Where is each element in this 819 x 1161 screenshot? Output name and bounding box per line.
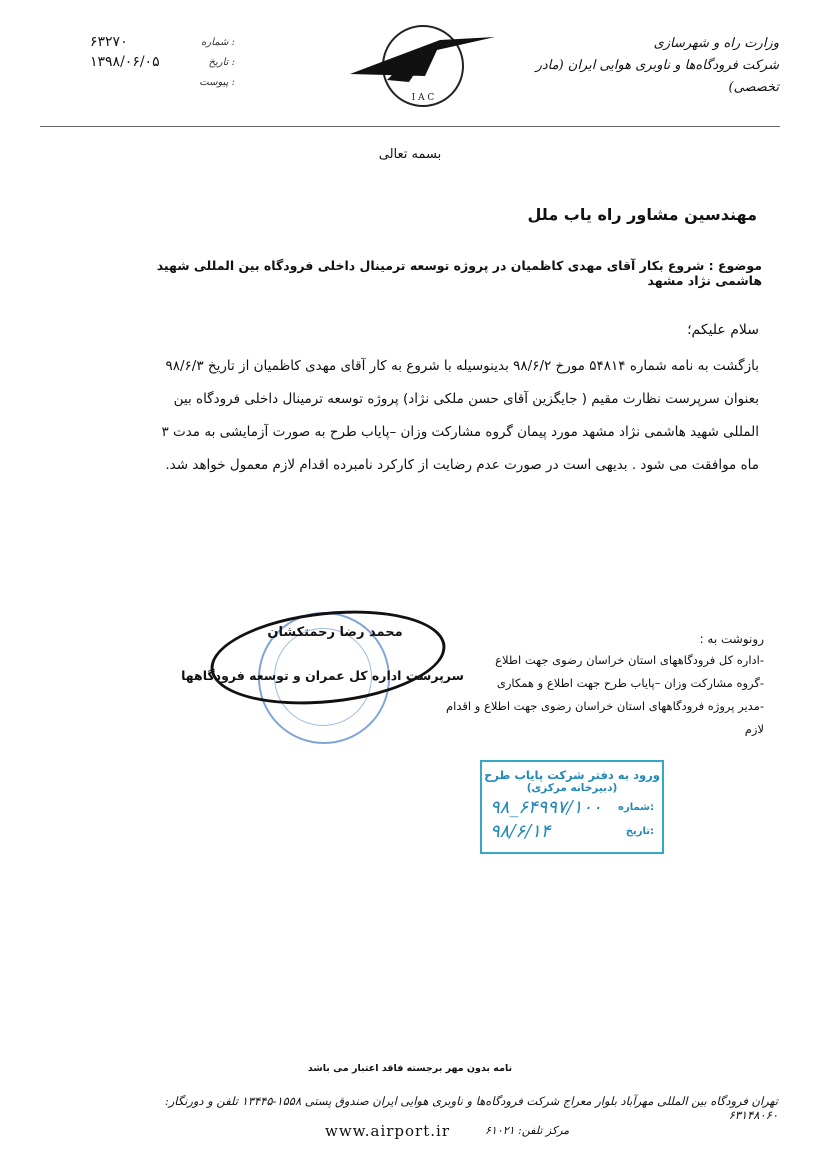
- meta-date-label: تاریخ :: [208, 56, 235, 68]
- signer-title: سرپرست اداره کل عمران و توسعه فرودگاهها: [181, 668, 464, 683]
- receipt-number-value: ۹۸_۶۴۹۹۷/۱۰۰: [490, 797, 602, 818]
- letter-meta: [90, 32, 235, 92]
- meta-number-row: [90, 32, 235, 52]
- ministry-name: وزارت راه و شهرسازی: [653, 36, 779, 51]
- list-item: -اداره کل فرودگاههای استان خراسان رضوی جهت اطلاع: [495, 653, 764, 667]
- receipt-number-label: شماره:: [618, 802, 654, 813]
- meta-date-value: ۱۳۹۸/۰۶/۰۵: [90, 54, 160, 70]
- subject-line: موضوع : شروع بکار آقای مهدی کاظمیان در پروژه توسعه ترمینال داخلی فرودگاه بین المللی شهید هاشمی نژاد مشهد: [156, 258, 762, 288]
- list-item: -گروه مشارکت وزان –پایاب طرح جهت اطلاع و همکاری: [496, 676, 764, 690]
- receipt-date-value: ۹۸/۶/۱۴: [490, 821, 551, 842]
- recipient: مهندسین مشاور راه یاب ملل: [527, 205, 757, 224]
- letter-body-text: بازگشت به نامه شماره ۵۴۸۱۴ مورخ ۹۸/۶/۲ بدینوسیله با شروع به کار آقای مهدی کاظمیان از تاریخ ۹۸/۶/۳ بعنوان سرپرست نظارت مقیم ( جایگزین آقای حسن ملکی نژاد) پروژه توسعه ترمینال داخلی فرودگاه بین المللی شهید هاشمی نژاد مشهد مورد پیمان گروه مشارکت وزان –پایاب طرح به صورت آزمایشی به مدت ۳ ماه موافقت می شود . بدیهی است در صورت عدم رضایت از کارکرد نامبرده اقدام لازم معمول خواهد شد.: [161, 358, 759, 473]
- footer-address: تهران فرودگاه بین المللی مهرآباد بلوار معراج شرکت فرودگاه‌ها و ناوبری هوایی ایران صندوق پستی ۱۵۵۸-۱۳۴۴۵ تلفن و دورنگار: ۶۳۱۴۸۰۶۰: [164, 1094, 778, 1122]
- footer-note: نامه بدون مهر برجسته فاقد اعتبار می باشد: [307, 1063, 513, 1074]
- iac-logo: [345, 20, 500, 110]
- signer-name: محمد رضا رحمتکشان: [267, 625, 403, 640]
- receipt-header: ورود به دفتر شرکت پایاب طرح: [484, 768, 660, 782]
- company-name: شرکت فرودگاه‌ها و ناوبری هوایی ایران (مادر تخصصی): [535, 58, 779, 95]
- copies-list: [444, 632, 764, 741]
- meta-number-value: ۶۳۲۷۰: [90, 34, 128, 50]
- logo-text: I A C: [411, 93, 435, 103]
- meta-attachment-label: پیوست :: [199, 76, 235, 88]
- meta-number-label: شماره :: [201, 36, 235, 48]
- receipt-stamp: [480, 760, 664, 854]
- letter-body: [149, 350, 759, 482]
- meta-attachment-row: [90, 72, 235, 92]
- header-divider: [40, 126, 780, 127]
- receipt-date-row: [482, 821, 662, 842]
- signature-scribble: [206, 600, 450, 715]
- greeting: سلام علیکم؛: [687, 322, 759, 338]
- meta-date-row: [90, 52, 235, 72]
- bismillah: بسمه تعالی: [378, 147, 442, 162]
- website-link[interactable]: www.airport.ir: [325, 1122, 450, 1140]
- center-telephone: مرکز تلفن: ۶۱۰۲۱: [485, 1124, 570, 1137]
- iac-logo-icon: [345, 20, 500, 110]
- list-item: -مدیر پروژه فرودگاههای استان خراسان رضوی جهت اطلاع و اقدام لازم: [446, 699, 764, 736]
- receipt-date-label: تاریخ:: [625, 826, 654, 837]
- copies-title: رونوشت به :: [699, 632, 764, 646]
- receipt-sub: (دبیرخانه مرکزی): [526, 782, 618, 794]
- receipt-number-row: [482, 797, 662, 818]
- header-ministry-block: [519, 33, 779, 99]
